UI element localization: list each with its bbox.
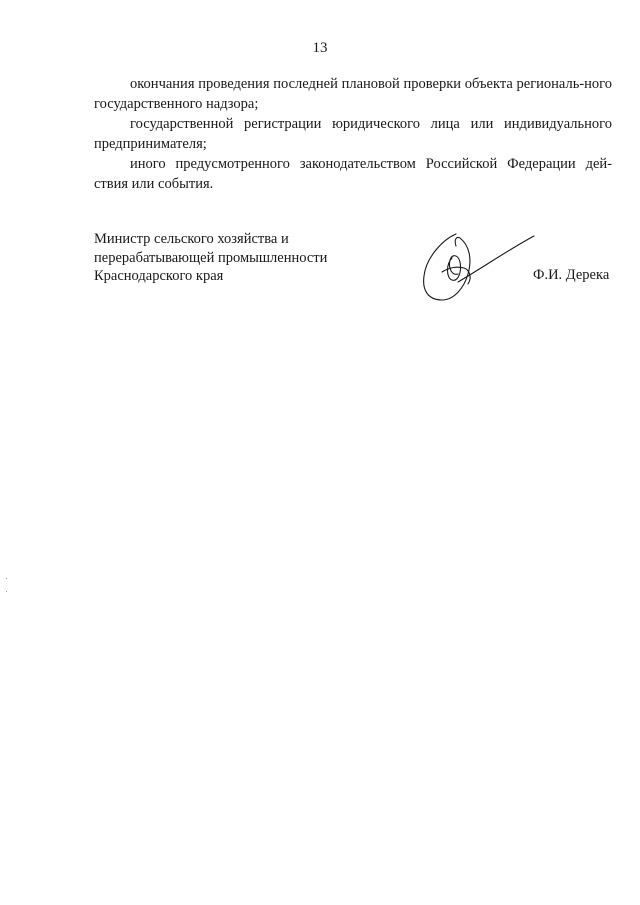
handwritten-signature [412, 228, 542, 308]
body-text [94, 74, 612, 194]
signatory-position [94, 230, 327, 286]
signatory-position-line: Министр сельского хозяйства и [94, 231, 289, 247]
margin-mark [6, 591, 7, 592]
signature-stroke [442, 267, 470, 284]
signatory-position-line: перерабатывающей промышленности [94, 249, 328, 266]
paragraph-state-registration: государственной регистрации юридического лица или индивидуального предпринимателя; [94, 116, 612, 152]
signatory-position-line: Краснодарского края [94, 268, 224, 284]
paragraph-inspection-end: окончания проведения последней плановой проверки объекта региональ-ного государственного надзора; [94, 76, 612, 112]
page-number: 13 [312, 40, 328, 56]
signature-outer-loop [424, 234, 470, 300]
paragraph-other-events: иного предусмотренного законодательством Российской Федерации дей-ствия или события. [94, 156, 612, 192]
margin-mark [6, 578, 7, 579]
signer-name: Ф.И. Дерека [533, 267, 610, 283]
